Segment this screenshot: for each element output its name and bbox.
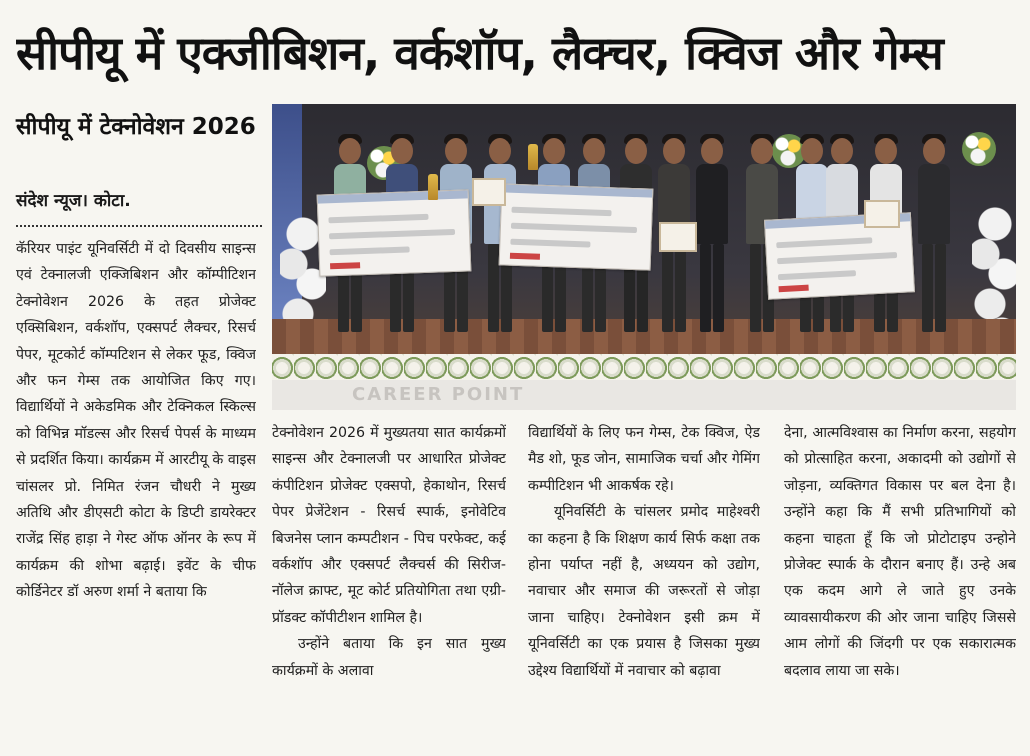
article-column-4 <box>784 420 1016 752</box>
article-paragraph: कॅरियर पाइंट यूनिवर्सिटी में दो दिवसीय साइन्स एवं टेक्नालजी एक्जिबिशन और कॉम्पीटिशन टेक्नोवेशन 2026 के तहत प्रोजेक्ट एक्सिबिशन, वर्कशॉप, एक्सपर्ट लैक्चर, रिसर्च पेपर, मूटकोर्ट कॉम्पटिशन से लेकर फूड, क्विज और फन गेम्स तक आयोजित किए गए। विद्यार्थियों ने अकेडमिक और टेक्निकल स्किल्स को विभिन्न मॉडल्स और रिसर्च पेपर्स के माध्यम से प्रदर्शित किया। कार्यक्रम में आरटीयू के वाइस चांसलर प्रो. निमित रंजन चौधरी ने मुख्य अतिथि और डीएसटी कोटा के डिप्टी डायरेक्टर राजेंद्र सिंह हाड़ा ने गेस्ट ऑफ ऑनर के रूप में कार्यक्रम की शोभा बढ़ाई। इवेंट के चीफ कोर्डिनेटर डॉ अरुण शर्मा ने बताया कि <box>16 241 256 601</box>
article-paragraph: उन्होंने बताया कि इन सात मुख्य कार्यक्रमों के अलावा <box>272 636 506 679</box>
flower-border <box>272 354 1016 382</box>
person-figure <box>914 122 954 342</box>
trophy <box>428 174 438 200</box>
article-paragraph: यूनिवर्सिटी के चांसलर प्रमोद माहेश्वरी का कहना है कि शिक्षण कार्य सिर्फ कक्षा तक होना पर्याप्त नहीं है, अध्ययन को उद्योग, नवाचार और समाज की जरूरतों से जोड़ा जाना चाहिए। टेक्नोवेशन इसी क्रम में यूनिवर्सिटी का एक प्रयास है जिसका मुख्य उद्देश्य विद्यार्थियों में नवाचार को बढ़ावा <box>528 504 760 679</box>
subheadline: सीपीयू में टेक्नोवेशन 2026 <box>16 114 256 140</box>
article-column-2 <box>272 420 506 752</box>
flower-decoration <box>962 132 996 166</box>
event-photo <box>272 104 1016 410</box>
article-column-3 <box>528 420 760 752</box>
article-paragraph: टेक्नोवेशन 2026 में मुख्यतया सात कार्यक्रमों साइन्स और टेक्नालजी पर आधारित प्रोजेक्ट कंपीटिशन प्रोजेक्ट एक्सपो, हेकाथोन, रिसर्च पेपर प्रेजेंटेशन - रिसर्च स्पार्क, इनोवेटिव बिजनेस प्लान कम्पटीशन - पिच परफेक्ट, कई वर्कशॉप और एक्सपर्ट लैक्चर्स की सिरीज- नॉलेज क्राफ्ट, मूट कोर्ट प्रतियोगिता तथा एग्री-प्रॉडक्ट कॉपीटीशन शामिल है। <box>272 425 506 626</box>
article-paragraph: विद्यार्थियों के लिए फन गेम्स, टेक क्विज, ऐड मैड शो, फूड जोन, सामाजिक चर्चा और गेमिंग कम्पीटिशन भी आकर्षक रहे। <box>528 425 760 494</box>
certificate <box>864 200 900 228</box>
article-paragraph: देना, आत्मविश्वास का निर्माण करना, सहयोग को प्रोत्साहित करना, अकादमी को उद्योगों से जोड़ना, व्यक्तिगत विकास पर बल देना है। उन्होंने कहा कि मैं सभी प्रतिभागियों को कहना चाहता हूँ कि जो प्रोटोटाइप उन्होने प्रोजेक्ट स्पार्क के दौरान बनाए हैं। उन्हे अब एक कदम आगे ले जाते हुए उनके व्यावसायीकरण की ओर जाना चाहिए जिससे आम लोगों की जिंदगी पर एक सकारात्मक बदलाव लाया जा सके। <box>784 425 1016 679</box>
prize-cheque <box>317 189 472 276</box>
headline: सीपीयू में एक्जीबिशन, वर्कशॉप, लैक्चर, क्विज और गेम्स <box>16 26 943 80</box>
prize-cheque <box>499 183 654 270</box>
byline-divider <box>16 225 262 227</box>
person-figure <box>692 122 732 342</box>
certificate <box>472 178 506 206</box>
article-column-1 <box>16 236 256 752</box>
trophy <box>528 144 538 170</box>
byline: संदेश न्यूज। कोटा. <box>16 191 131 211</box>
certificate <box>659 222 697 252</box>
stage-logo: CAREER POINT <box>352 384 525 405</box>
